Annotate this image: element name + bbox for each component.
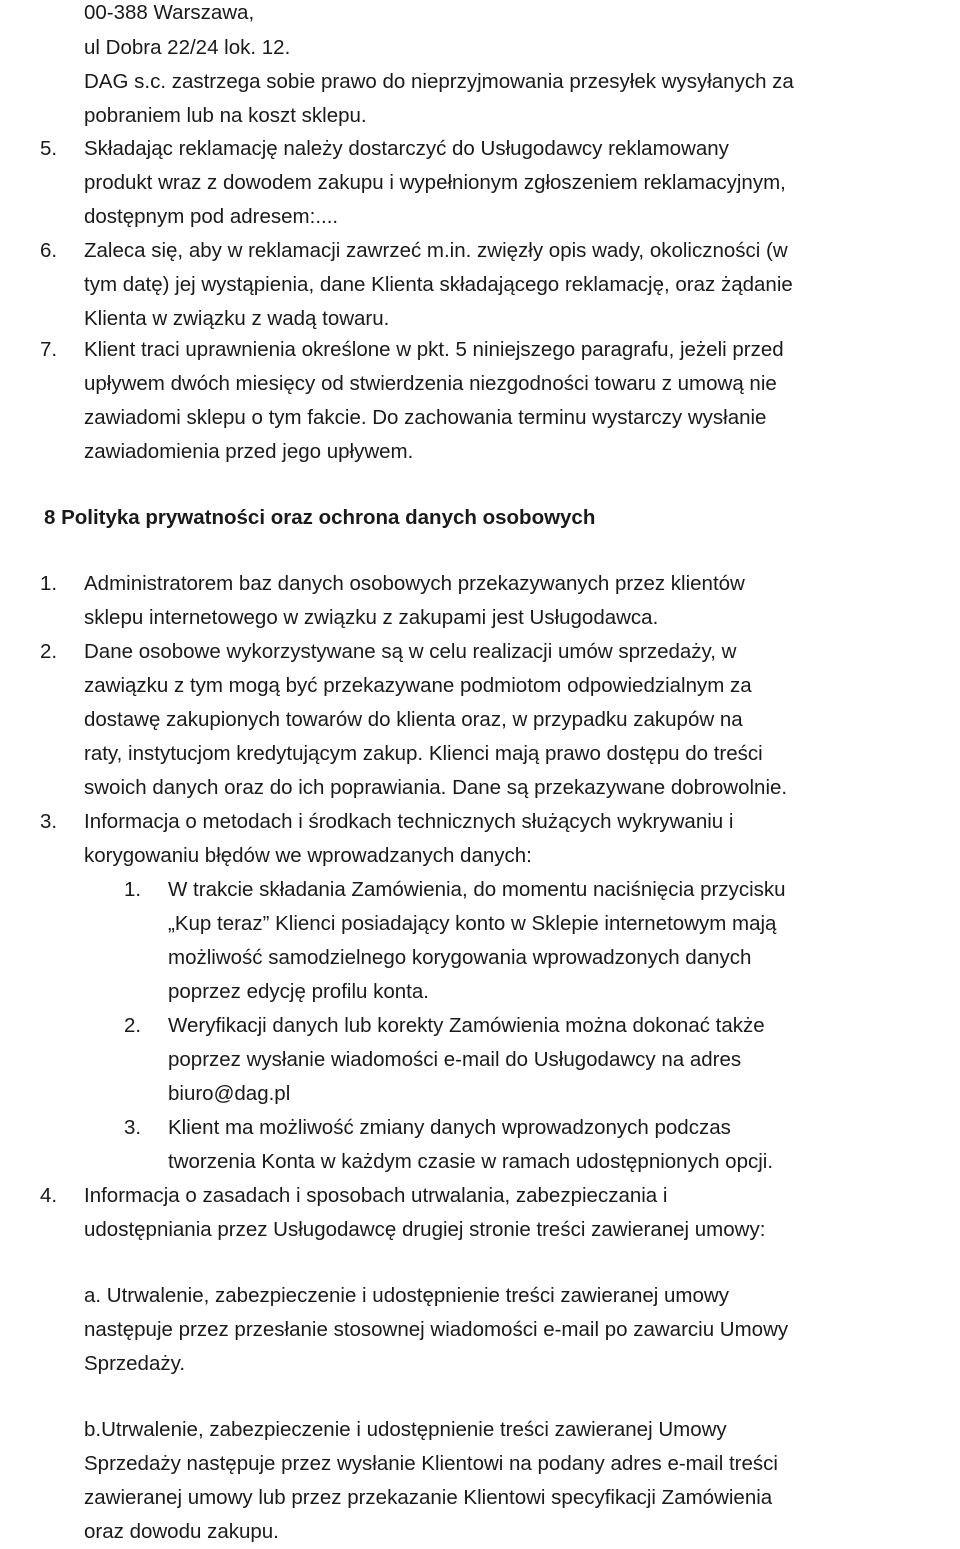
paragraph-text: zawieranej umowy lub przez przekazanie Klientowi specyfikacji Zamówienia <box>84 1486 773 1509</box>
paragraph-text: Sprzedaży. <box>84 1352 186 1375</box>
item-text: Informacja o zasadach i sposobach utrwalania, zabezpieczania i <box>84 1184 668 1207</box>
subitem-text: Weryfikacji danych lub korekty Zamówienia można dokonać także <box>168 1014 765 1037</box>
paragraph-text: oraz dowodu zakupu. <box>84 1520 279 1543</box>
item-text: Składając reklamację należy dostarczyć do Usługodawcy reklamowany <box>84 137 729 160</box>
item-text: Dane osobowe wykorzystywane są w celu realizacji umów sprzedaży, w <box>84 640 737 663</box>
subitem-text: poprzez edycję profilu konta. <box>168 980 429 1003</box>
item-text: Informacja o metodach i środkach technicznych służących wykrywaniu i <box>84 810 734 833</box>
subitem-text: W trakcie składania Zamówienia, do momentu naciśnięcia przycisku <box>168 878 786 901</box>
item-text: swoich danych oraz do ich poprawiania. Dane są przekazywane dobrowolnie. <box>84 776 788 799</box>
item-number: 3. <box>40 810 58 833</box>
item-number: 2. <box>40 640 58 663</box>
item-text: zawiadomi sklepu o tym fakcie. Do zachowania terminu wystarczy wysłanie <box>84 406 767 429</box>
item-text: Zaleca się, aby w reklamacji zawrzeć m.in. zwięzły opis wady, okoliczności (w <box>84 239 788 262</box>
notice-line: DAG s.c. zastrzega sobie prawo do nieprzyjmowania przesyłek wysyłanych za <box>84 70 794 93</box>
subitem-number: 3. <box>124 1116 142 1139</box>
subitem-number: 1. <box>124 878 142 901</box>
item-text: tym datę) jej wystąpienia, dane Klienta składającego reklamację, oraz żądanie <box>84 273 793 296</box>
item-number: 6. <box>40 239 58 262</box>
item-number: 4. <box>40 1184 58 1207</box>
item-text: upływem dwóch miesięcy od stwierdzenia niezgodności towaru z umową nie <box>84 372 777 395</box>
paragraph-text: Sprzedaży następuje przez wysłanie Klientowi na podany adres e-mail treści <box>84 1452 778 1475</box>
email-link[interactable]: biuro@dag.pl <box>168 1082 291 1105</box>
item-text: raty, instytucjom kredytującym zakup. Klienci mają prawo dostępu do treści <box>84 742 763 765</box>
item-number: 7. <box>40 338 58 361</box>
subitem-text: możliwość samodzielnego korygowania wprowadzonych danych <box>168 946 752 969</box>
subitem-text: tworzenia Konta w każdym czasie w ramach udostępnionych opcji. <box>168 1150 774 1173</box>
item-text: sklepu internetowego w związku z zakupami jest Usługodawca. <box>84 606 659 629</box>
subitem-text: „Kup teraz” Klienci posiadający konto w Sklepie internetowym mają <box>168 912 777 935</box>
item-text: dostawę zakupionych towarów do klienta oraz, w przypadku zakupów na <box>84 708 743 731</box>
item-text: Administratorem baz danych osobowych przekazywanych przez klientów <box>84 572 745 595</box>
item-text: zawiadomienia przed jego upływem. <box>84 440 414 463</box>
subitem-text: Klient ma możliwość zmiany danych wprowadzonych podczas <box>168 1116 731 1139</box>
item-text: udostępniania przez Usługodawcę drugiej stronie treści zawieranej umowy: <box>84 1218 766 1241</box>
paragraph-text: b.Utrwalenie, zabezpieczenie i udostępnienie treści zawieranej Umowy <box>84 1418 727 1441</box>
item-text: korygowaniu błędów we wprowadzanych danych: <box>84 844 532 867</box>
subitem-text: poprzez wysłanie wiadomości e-mail do Usługodawcy na adres <box>168 1048 742 1071</box>
item-text: produkt wraz z dowodem zakupu i wypełnionym zgłoszeniem reklamacyjnym, <box>84 171 786 194</box>
item-text: Klienta w związku z wadą towaru. <box>84 307 390 330</box>
item-text: dostępnym pod adresem:.... <box>84 205 339 228</box>
paragraph-text: a. Utrwalenie, zabezpieczenie i udostępnienie treści zawieranej umowy <box>84 1284 729 1307</box>
item-text: zawiązku z tym mogą być przekazywane podmiotom odpowiedzialnym za <box>84 674 752 697</box>
section-title: 8 Polityka prywatności oraz ochrona danych osobowych <box>44 506 596 529</box>
notice-line: pobraniem lub na koszt sklepu. <box>84 104 367 127</box>
address-line: ul Dobra 22/24 lok. 12. <box>84 36 291 59</box>
subitem-number: 2. <box>124 1014 142 1037</box>
item-number: 5. <box>40 137 58 160</box>
item-number: 1. <box>40 572 58 595</box>
paragraph-text: następuje przez przesłanie stosownej wiadomości e-mail po zawarciu Umowy <box>84 1318 789 1341</box>
address-line: 00-388 Warszawa, <box>84 1 255 24</box>
item-text: Klient traci uprawnienia określone w pkt. 5 niniejszego paragrafu, jeżeli przed <box>84 338 784 361</box>
section-heading <box>22 501 595 535</box>
